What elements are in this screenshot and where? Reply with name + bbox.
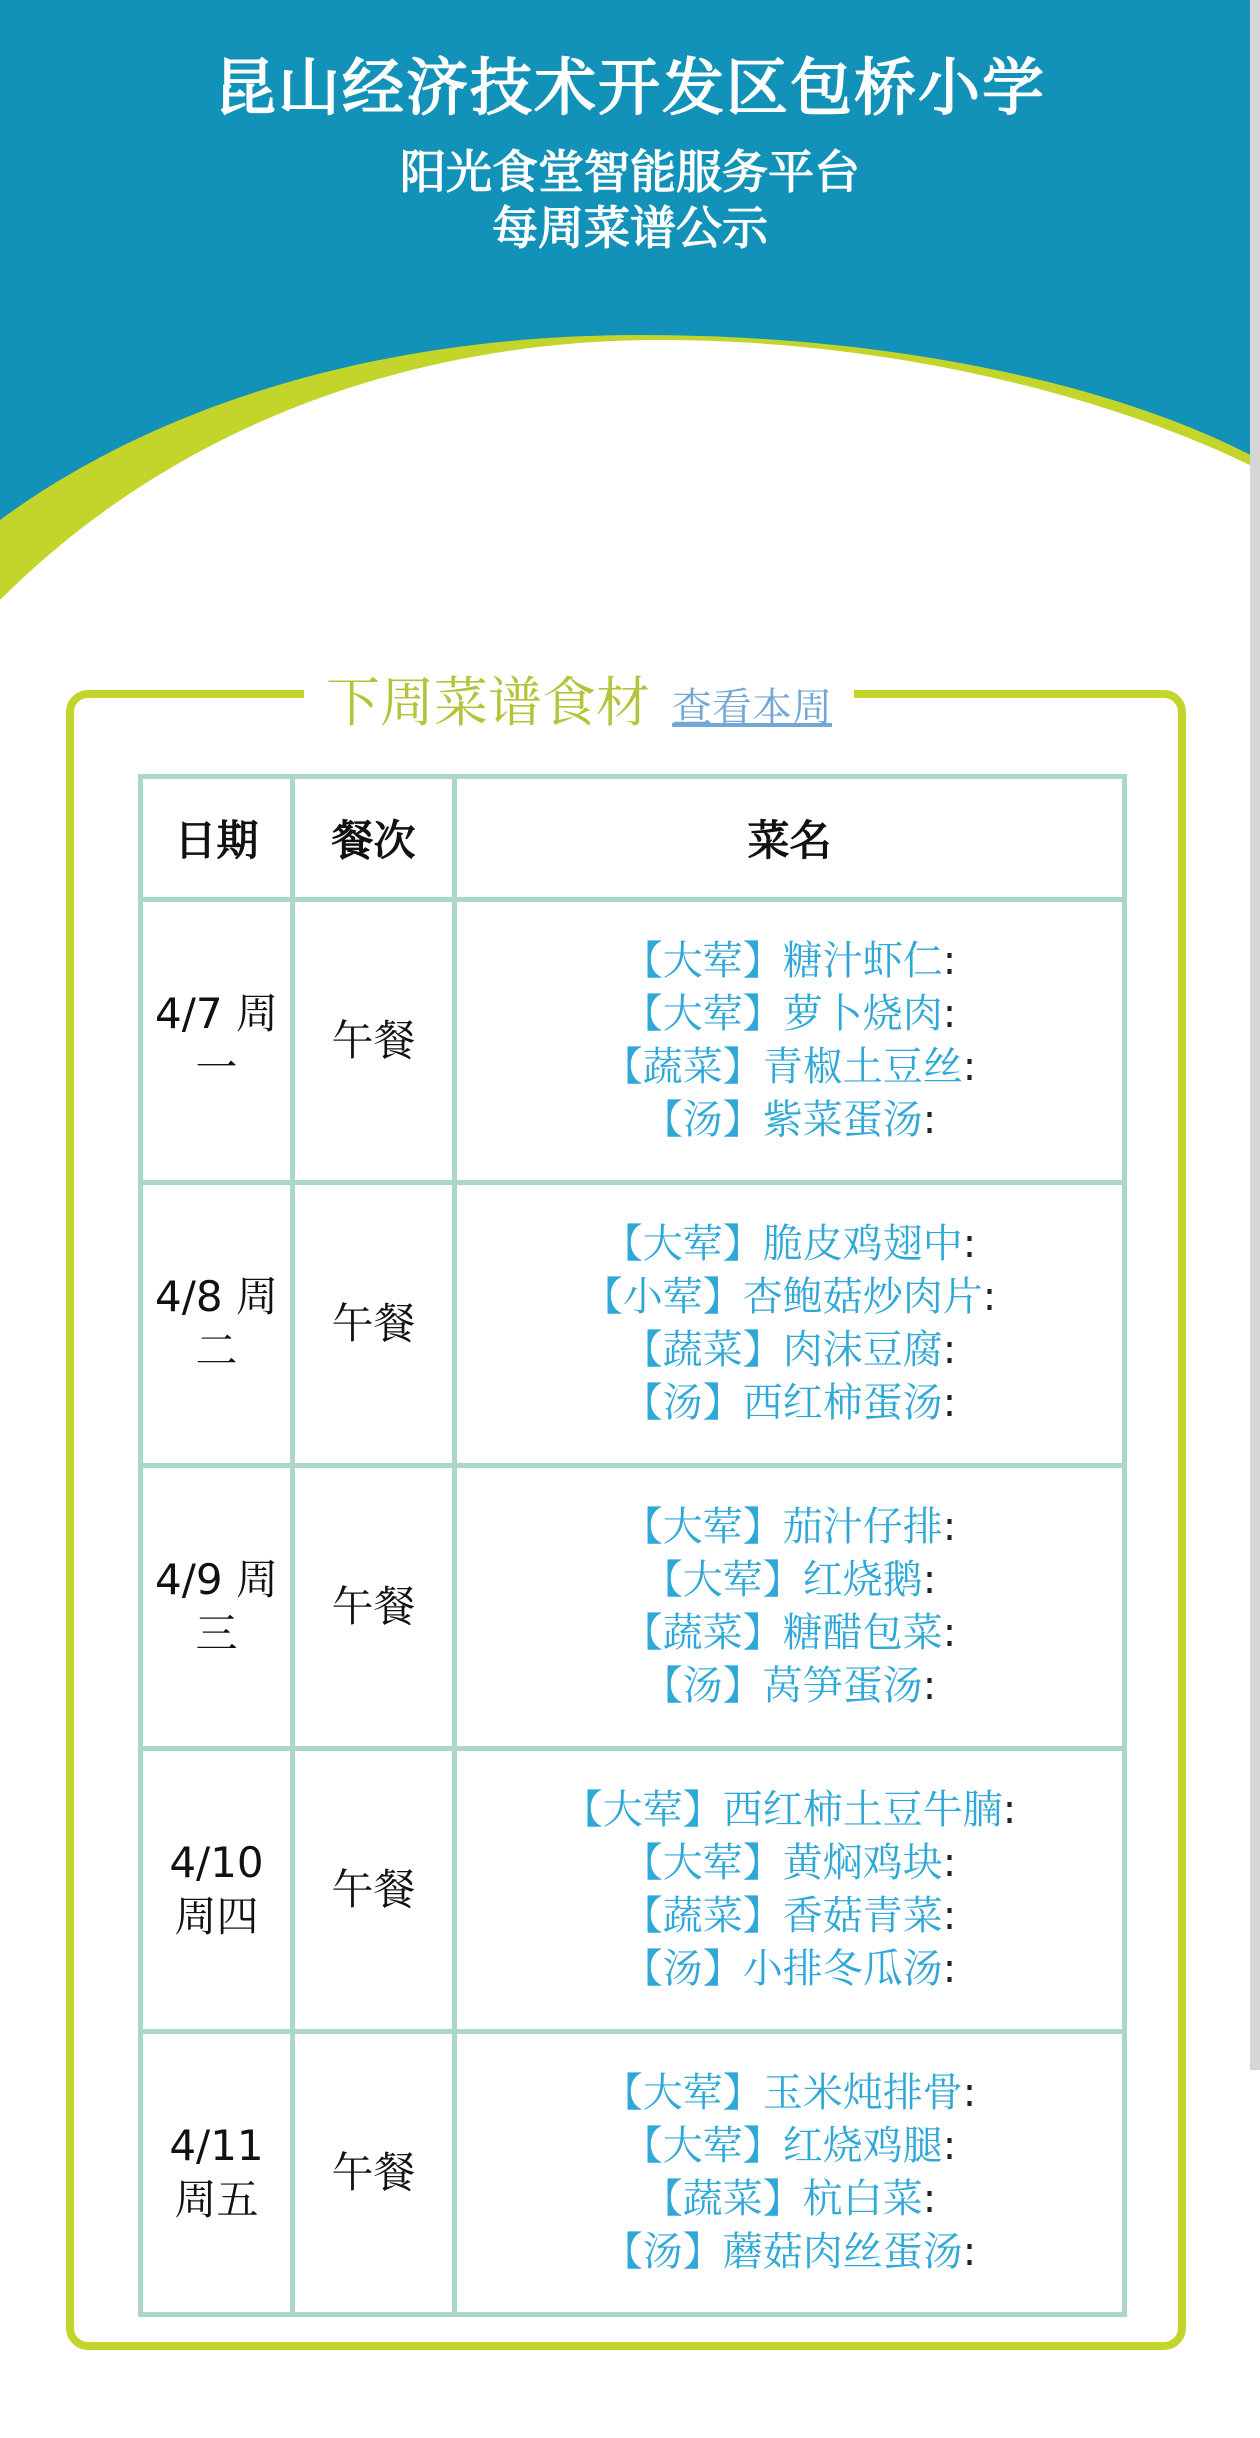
header-meal: 餐次 bbox=[293, 777, 455, 900]
dish-item bbox=[457, 1094, 1122, 1147]
dish-suffix: : bbox=[962, 1044, 977, 1090]
date-cell bbox=[141, 2032, 293, 2315]
dish-suffix: : bbox=[922, 1663, 937, 1709]
page-header bbox=[0, 0, 1260, 620]
table-row bbox=[141, 900, 1125, 1183]
dish-category: 【大荤】 bbox=[622, 991, 783, 1037]
menu-card-header bbox=[304, 660, 854, 734]
dish-item bbox=[457, 2173, 1122, 2226]
dish-suffix: : bbox=[942, 1610, 957, 1656]
dish-item bbox=[457, 1218, 1122, 1271]
dish-name: 杏鲍菇炒肉片 bbox=[742, 1274, 983, 1320]
dishes-cell bbox=[455, 1183, 1125, 1466]
dish-name: 糖汁虾仁 bbox=[782, 938, 943, 984]
dish-category: 【蔬菜】 bbox=[602, 1044, 763, 1090]
view-this-week-link[interactable]: 查看本周 bbox=[672, 685, 832, 731]
dish-suffix: : bbox=[962, 2229, 977, 2275]
dish-suffix: : bbox=[962, 1221, 977, 1267]
dish-name: 蘑菇肉丝蛋汤 bbox=[722, 2229, 963, 2275]
dish-category: 【大荤】 bbox=[642, 1557, 803, 1603]
date-text: 4/10 bbox=[169, 1838, 264, 1887]
meal-cell: 午餐 bbox=[293, 1749, 455, 2032]
dish-name: 紫菜蛋汤 bbox=[762, 1097, 923, 1143]
dish-category: 【汤】 bbox=[622, 1380, 743, 1426]
date-cell bbox=[141, 1466, 293, 1749]
dish-name: 玉米炖排骨 bbox=[762, 2070, 963, 2116]
dish-name: 糖醋包菜 bbox=[782, 1610, 943, 1656]
scrollbar[interactable] bbox=[1250, 0, 1260, 2070]
meal-cell: 午餐 bbox=[293, 2032, 455, 2315]
dish-category: 【大荤】 bbox=[622, 2123, 783, 2169]
dish-category: 【小荤】 bbox=[582, 1274, 743, 1320]
meal-cell: 午餐 bbox=[293, 1466, 455, 1749]
dish-name: 黄焖鸡块 bbox=[782, 1840, 943, 1886]
dish-category: 【蔬菜】 bbox=[622, 1610, 783, 1656]
meal-cell: 午餐 bbox=[293, 900, 455, 1183]
school-name: 昆山经济技术开发区包桥小学 bbox=[213, 51, 1046, 124]
dish-suffix: : bbox=[942, 938, 957, 984]
dish-name: 小排冬瓜汤 bbox=[742, 1946, 943, 1992]
dish-category: 【大荤】 bbox=[622, 1504, 783, 1550]
dish-category: 【蔬菜】 bbox=[622, 1327, 783, 1373]
dish-suffix: : bbox=[942, 1946, 957, 1992]
table-header-row bbox=[141, 777, 1125, 900]
dish-name: 脆皮鸡翅中 bbox=[762, 1221, 963, 1267]
dish-name: 茄汁仔排 bbox=[782, 1504, 943, 1550]
weekday-text: 二 bbox=[195, 1326, 238, 1375]
dish-name: 红烧鹅 bbox=[802, 1557, 923, 1603]
date-cell bbox=[141, 900, 293, 1183]
dish-suffix: : bbox=[942, 991, 957, 1037]
dish-item bbox=[457, 1943, 1122, 1996]
dish-category: 【汤】 bbox=[642, 1663, 763, 1709]
dish-name: 西红柿土豆牛腩 bbox=[722, 1787, 1003, 1833]
dish-category: 【汤】 bbox=[602, 2229, 723, 2275]
date-cell bbox=[141, 1749, 293, 2032]
dish-suffix: : bbox=[942, 1840, 957, 1886]
table-row bbox=[141, 1183, 1125, 1466]
menu-table bbox=[138, 774, 1127, 2317]
dish-category: 【汤】 bbox=[622, 1946, 743, 1992]
dish-suffix: : bbox=[962, 2070, 977, 2116]
weekday-text: 三 bbox=[195, 1609, 238, 1658]
dish-category: 【汤】 bbox=[642, 1097, 763, 1143]
weekday-text: 一 bbox=[195, 1043, 238, 1092]
platform-name: 阳光食堂智能服务平台 bbox=[400, 145, 860, 199]
dish-name: 萝卜烧肉 bbox=[782, 991, 943, 1037]
dish-item bbox=[457, 1607, 1122, 1660]
dish-suffix: : bbox=[942, 1380, 957, 1426]
dish-item bbox=[457, 1041, 1122, 1094]
dish-name: 杭白菜 bbox=[802, 2176, 923, 2222]
dish-suffix: : bbox=[922, 2176, 937, 2222]
dish-item bbox=[457, 1890, 1122, 1943]
dish-name: 红烧鸡腿 bbox=[782, 2123, 943, 2169]
dish-category: 【蔬菜】 bbox=[622, 1893, 783, 1939]
weekday-text: 周五 bbox=[174, 2175, 259, 2224]
dishes-cell bbox=[455, 2032, 1125, 2315]
dish-suffix: : bbox=[942, 1327, 957, 1373]
dish-name: 莴笋蛋汤 bbox=[762, 1663, 923, 1709]
dish-item bbox=[457, 1837, 1122, 1890]
dish-category: 【大荤】 bbox=[602, 2070, 763, 2116]
dish-name: 青椒土豆丝 bbox=[762, 1044, 963, 1090]
table-row bbox=[141, 2032, 1125, 2315]
dish-name: 西红柿蛋汤 bbox=[742, 1380, 943, 1426]
dish-suffix: : bbox=[942, 2123, 957, 2169]
dish-item bbox=[457, 935, 1122, 988]
card-title: 下周菜谱食材 bbox=[326, 671, 650, 734]
dish-name: 香菇青菜 bbox=[782, 1893, 943, 1939]
dish-category: 【大荤】 bbox=[622, 1840, 783, 1886]
date-cell bbox=[141, 1183, 293, 1466]
dish-item bbox=[457, 1501, 1122, 1554]
dish-item bbox=[457, 2067, 1122, 2120]
dish-item bbox=[457, 1784, 1122, 1837]
dish-item bbox=[457, 2226, 1122, 2279]
dish-item bbox=[457, 1377, 1122, 1430]
page-subtitle: 每周菜谱公示 bbox=[492, 201, 768, 255]
date-text: 4/8 周 bbox=[155, 1272, 278, 1321]
dish-item bbox=[457, 1660, 1122, 1713]
dishes-cell bbox=[455, 900, 1125, 1183]
dish-suffix: : bbox=[1002, 1787, 1017, 1833]
dish-item bbox=[457, 2120, 1122, 2173]
weekday-text: 周四 bbox=[174, 1892, 259, 1941]
dish-category: 【大荤】 bbox=[622, 938, 783, 984]
dish-category: 【大荤】 bbox=[562, 1787, 723, 1833]
dish-suffix: : bbox=[982, 1274, 997, 1320]
meal-cell: 午餐 bbox=[293, 1183, 455, 1466]
dish-category: 【大荤】 bbox=[602, 1221, 763, 1267]
table-row bbox=[141, 1466, 1125, 1749]
date-text: 4/7 周 bbox=[155, 989, 278, 1038]
dish-item bbox=[457, 1324, 1122, 1377]
dish-suffix: : bbox=[922, 1097, 937, 1143]
dish-item bbox=[457, 988, 1122, 1041]
dish-category: 【蔬菜】 bbox=[642, 2176, 803, 2222]
dish-item bbox=[457, 1271, 1122, 1324]
dishes-cell bbox=[455, 1466, 1125, 1749]
table-row bbox=[141, 1749, 1125, 2032]
date-text: 4/9 周 bbox=[155, 1555, 278, 1604]
date-text: 4/11 bbox=[169, 2121, 264, 2170]
dish-item bbox=[457, 1554, 1122, 1607]
dishes-cell bbox=[455, 1749, 1125, 2032]
dish-suffix: : bbox=[942, 1504, 957, 1550]
dish-name: 肉沫豆腐 bbox=[782, 1327, 943, 1373]
header-dishes: 菜名 bbox=[455, 777, 1125, 900]
dish-suffix: : bbox=[942, 1893, 957, 1939]
header-date: 日期 bbox=[141, 777, 293, 900]
dish-suffix: : bbox=[922, 1557, 937, 1603]
